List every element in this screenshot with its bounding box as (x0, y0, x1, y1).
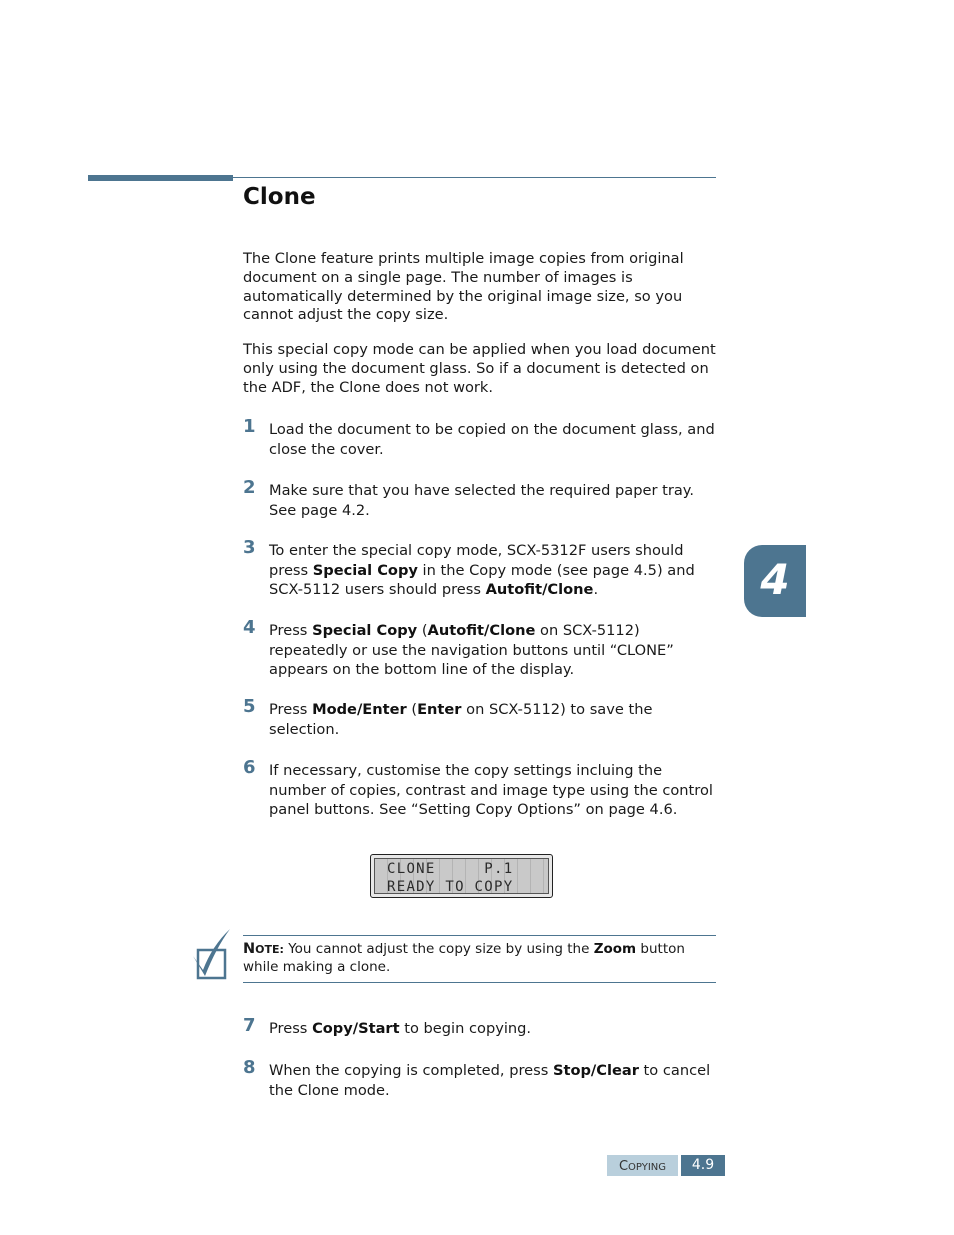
text-run: on SCX-5112) to save the selection. (269, 701, 653, 738)
step-number: 8 (243, 1057, 256, 1078)
text-run: in the Copy mode (see page 4.5) and SCX-5112 users should press (269, 561, 695, 599)
bold-term: Enter (417, 701, 462, 718)
bold-term: Stop/Clear (552, 1062, 639, 1079)
step-text (269, 700, 715, 739)
text-run: ( (406, 701, 418, 718)
note-text (243, 941, 718, 976)
step-text (269, 541, 715, 600)
chapter-tab (744, 545, 806, 617)
step-number: 3 (243, 537, 256, 558)
lcd-display (370, 854, 553, 898)
text-run: ( (417, 622, 428, 639)
intro-paragraph-2: This special copy mode can be applied when you load document only using the document glass. So if a document is detected on the ADF, the Clone does not work. (243, 341, 716, 396)
text-run: button while making a clone. (243, 941, 685, 975)
bold-term: Special Copy (312, 561, 418, 579)
bold-term: Copy/Start (312, 1020, 400, 1037)
section-rule-thick (88, 175, 233, 181)
step-number: 4 (243, 617, 256, 638)
bold-term: Special Copy (312, 622, 418, 639)
text-run: Press (269, 1020, 313, 1037)
text-run: to cancel the Clone mode. (269, 1062, 711, 1099)
note-label: NOTE: (243, 941, 284, 957)
step-number: 5 (243, 696, 256, 717)
step-number: 6 (243, 757, 256, 778)
note-rule-top (243, 935, 716, 936)
text-run: When the copying is completed, press (269, 1062, 553, 1079)
text-run: Press (269, 622, 313, 639)
step-text (269, 1019, 715, 1039)
footer-page-number: 4.9 (681, 1155, 725, 1176)
bold-term: Autofit/Clone (485, 581, 594, 599)
step-text (269, 621, 715, 680)
text-run: Press (269, 701, 313, 718)
text-run: . (593, 581, 599, 599)
bold-term: Mode/Enter (312, 701, 407, 718)
note-body (243, 941, 685, 975)
step-text (269, 761, 715, 820)
text-run: To enter the special copy mode, SCX-5312F users should press (269, 542, 684, 579)
step-text (269, 481, 715, 520)
step-number: 1 (243, 416, 256, 437)
step-text (269, 420, 715, 459)
chapter-number: 4 (760, 555, 790, 604)
text-run: If necessary, customise the copy settings incluing the number of copies, contrast and image type using the control panel buttons. See “Setting Copy Options” on page 4.6. (269, 762, 713, 819)
page-title: Clone (243, 184, 316, 210)
lcd-screen (374, 858, 549, 894)
step-number: 7 (243, 1015, 256, 1036)
lcd-line-1: CLONE P.1 (387, 861, 514, 877)
bold-term: Zoom (593, 941, 637, 957)
section-rule-thin (233, 177, 716, 178)
lcd-line-2: READY TO COPY (387, 879, 514, 895)
bold-term: Autofit/Clone (427, 622, 536, 639)
text-run: Make sure that you have selected the required paper tray. See page 4.2. (269, 482, 694, 519)
note-check-icon (190, 926, 234, 982)
footer-section-label: COPYING (607, 1155, 678, 1176)
text-run: You cannot adjust the copy size by using the (283, 941, 594, 957)
intro-paragraph-1: The Clone feature prints multiple image copies from original document on a single page. The number of images is automatically determined by the original image size, so you cannot adjust the copy size. (243, 250, 684, 324)
step-text (269, 1061, 715, 1100)
text-run: to begin copying. (399, 1020, 532, 1037)
step-number: 2 (243, 477, 256, 498)
text-run: Load the document to be copied on the document glass, and close the cover. (269, 421, 715, 458)
text-run: on SCX-5112) repeatedly or use the navigation buttons until “CLONE” appears on the bottom line of the display. (269, 622, 674, 679)
note-rule-bottom (243, 982, 716, 983)
